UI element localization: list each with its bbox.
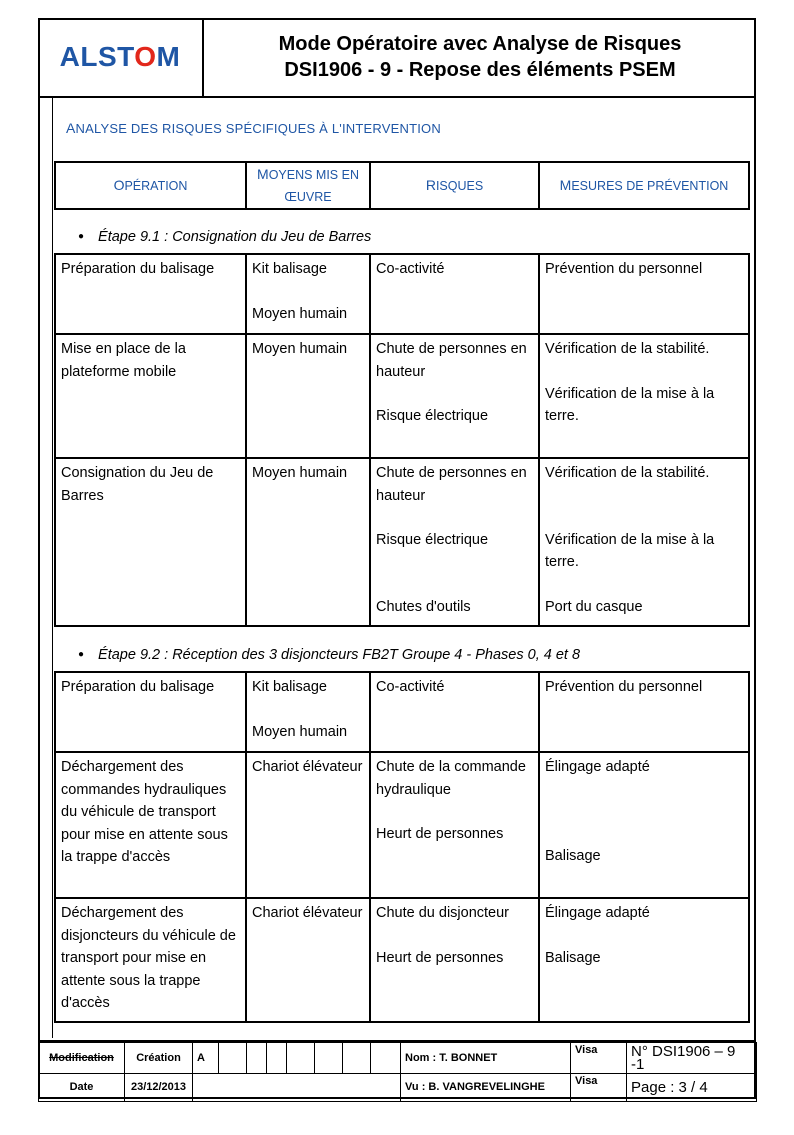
risk-table-step-1 (54, 253, 750, 627)
column-header-mesures: MESURES DE PRÉVENTION (539, 162, 749, 209)
cell-moyens: Chariot élévateur (246, 898, 370, 1022)
footer-date-value: 23/12/2013 (125, 1074, 193, 1102)
column-header-risques: RISQUES (370, 162, 539, 209)
footer-modification-label: Modification (39, 1043, 125, 1074)
risk-table-step-2 (54, 671, 750, 1023)
cell-moyens: Moyen humain (246, 334, 370, 458)
cell-mesures: Prévention du personnel (539, 254, 749, 334)
cell-moyens: Kit balisage Moyen humain (246, 672, 370, 752)
cell-moyens: Kit balisage Moyen humain (246, 254, 370, 334)
table-row (55, 898, 749, 1022)
title-box (204, 18, 756, 96)
cell-mesures: Vérification de la stabilité. Vérification de la mise à la terre. Port du casque (539, 458, 749, 626)
cell-risques: Co-activité (370, 672, 539, 752)
footer-empty-cell (315, 1043, 343, 1074)
cell-risques: Co-activité (370, 254, 539, 334)
cell-risques: Chute de personnes en hauteur Risque électrique Chutes d'outils (370, 458, 539, 626)
document-subtitle: DSI1906 - 9 - Repose des éléments PSEM (284, 59, 676, 81)
cell-operation: Préparation du balisage (55, 672, 246, 752)
footer-visa: Visa (571, 1074, 627, 1102)
column-header-operation: OPÉRATION (55, 162, 246, 209)
table-row (55, 334, 749, 458)
cell-operation: Déchargement des disjoncteurs du véhicule de transport pour mise en attente sous la trappe d'accès (55, 898, 246, 1022)
document-title: Mode Opératoire avec Analyse de Risques (278, 33, 682, 55)
cell-mesures: Élingage adapté Balisage (539, 898, 749, 1022)
cell-operation: Préparation du balisage (55, 254, 246, 334)
alstom-logo: ALSTOM (59, 41, 181, 72)
document-footer (38, 1040, 756, 1099)
table-row (55, 672, 749, 752)
footer-reviewer-name: Vu : B. VANGREVELINGHE (401, 1074, 571, 1102)
cell-moyens: Moyen humain (246, 458, 370, 626)
footer-author-name: Nom : T. BONNET (401, 1043, 571, 1074)
footer-empty-cell (219, 1043, 247, 1074)
table-row (55, 752, 749, 898)
footer-empty-cell (267, 1043, 287, 1074)
column-header-table (54, 161, 750, 210)
table-row (55, 254, 749, 334)
cell-risques: Chute de la commande hydraulique Heurt de personnes (370, 752, 539, 898)
footer-empty-cell (193, 1074, 401, 1102)
footer-document-number: N° DSI1906 – 9 -1 (627, 1043, 757, 1074)
footer-table (38, 1042, 757, 1102)
table-row (55, 458, 749, 626)
step-title: ● Étape 9.1 : Consignation du Jeu de Barres (78, 229, 372, 245)
content-margin-line (52, 98, 53, 1038)
footer-empty-cell (247, 1043, 267, 1074)
cell-risques: Chute du disjoncteur Heurt de personnes (370, 898, 539, 1022)
document-header (38, 18, 756, 98)
logo-box (38, 18, 204, 96)
cell-mesures: Prévention du personnel (539, 672, 749, 752)
footer-date-label: Date (39, 1074, 125, 1102)
section-heading: ANALYSE DES RISQUES SPÉCIFIQUES À L'INTERVENTION (66, 120, 441, 136)
cell-operation: Déchargement des commandes hydrauliques du véhicule de transport pour mise en attente sous la trappe d'accès (55, 752, 246, 898)
cell-mesures: Élingage adapté Balisage (539, 752, 749, 898)
footer-revision: A (193, 1043, 219, 1074)
cell-moyens: Chariot élévateur (246, 752, 370, 898)
cell-risques: Chute de personnes en hauteur Risque électrique (370, 334, 539, 458)
cell-operation: Mise en place de la plateforme mobile (55, 334, 246, 458)
footer-empty-cell (287, 1043, 315, 1074)
cell-operation: Consignation du Jeu de Barres (55, 458, 246, 626)
column-header-moyens: MOYENS MIS EN ŒUVRE (246, 162, 370, 209)
footer-visa: Visa (571, 1043, 627, 1074)
footer-creation-label: Création (125, 1043, 193, 1074)
step-title: ● Étape 9.2 : Réception des 3 disjoncteurs FB2T Groupe 4 - Phases 0, 4 et 8 (78, 647, 581, 663)
cell-mesures: Vérification de la stabilité. Vérification de la mise à la terre. (539, 334, 749, 458)
bullet-icon: ● (78, 649, 85, 660)
bullet-icon: ● (78, 231, 85, 242)
footer-empty-cell (371, 1043, 401, 1074)
footer-page-number: Page : 3 / 4 (627, 1074, 757, 1102)
footer-empty-cell (343, 1043, 371, 1074)
